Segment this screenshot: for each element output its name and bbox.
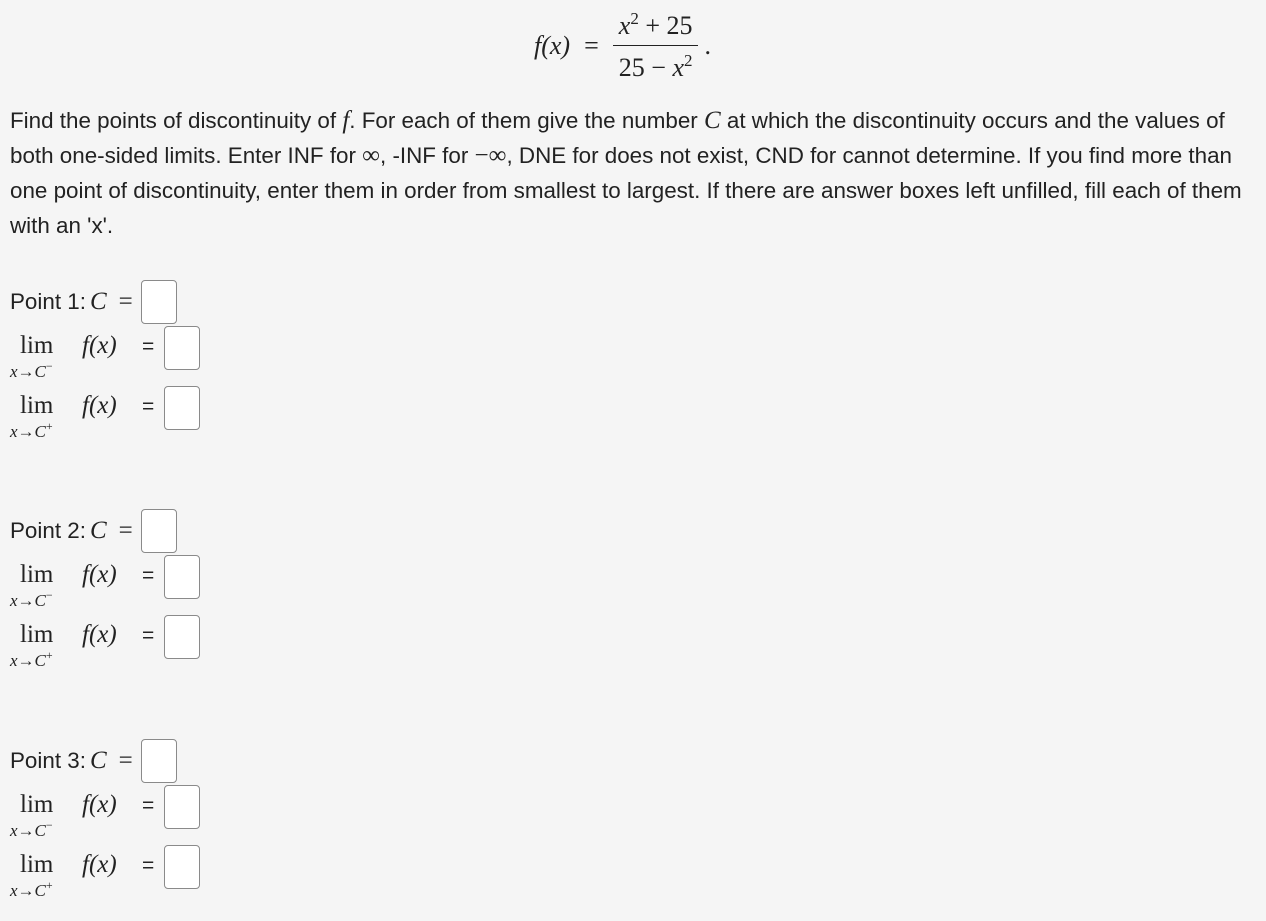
numerator-exponent: 2 <box>630 8 639 28</box>
lim-subscript-text: x→C <box>10 651 46 670</box>
point-1-c-row <box>10 278 177 326</box>
lim-word: lim <box>20 791 54 818</box>
equals-sign: = <box>142 564 155 587</box>
point-3-left-limit-row <box>10 785 177 845</box>
instructions-c-symbol: C <box>703 107 721 134</box>
point-2-left-limit-input[interactable] <box>164 555 200 599</box>
lim-subscript <box>10 648 53 671</box>
lim-word: lim <box>20 851 54 878</box>
instructions-part: . For each of them give the number <box>349 108 704 133</box>
fx-label: f(x) <box>82 561 117 588</box>
instructions-part: at which the discontinuity occurs and the values of both one-sided limits. Enter INF for <box>10 108 1225 168</box>
point-3-c-equals: = <box>118 747 133 774</box>
lim-subscript <box>10 359 53 382</box>
point-2-block <box>10 507 177 675</box>
instructions-f-symbol: f <box>342 107 350 134</box>
formula-equals: = <box>584 31 599 60</box>
point-1-label: Point 1: <box>10 289 86 314</box>
left-limit-notation <box>10 555 80 615</box>
equals-sign: = <box>142 335 155 358</box>
fx-label: f(x) <box>82 392 117 419</box>
lim-word: lim <box>20 392 54 419</box>
fx-label: f(x) <box>82 332 117 359</box>
point-2-c-row <box>10 507 177 555</box>
equals-sign: = <box>142 854 155 877</box>
lim-subscript <box>10 878 53 901</box>
point-1-left-limit-input[interactable] <box>164 326 200 370</box>
lim-word: lim <box>20 561 54 588</box>
function-definition <box>534 6 711 86</box>
lim-plus-sign: + <box>45 419 53 433</box>
lim-subscript-text: x→C <box>10 821 46 840</box>
point-1-c-symbol: C <box>89 288 107 315</box>
point-3-left-limit-input[interactable] <box>164 785 200 829</box>
formula-fraction <box>613 10 699 83</box>
point-2-label: Point 2: <box>10 518 86 543</box>
point-1-right-limit-input[interactable] <box>164 386 200 430</box>
instructions-text <box>10 103 1260 243</box>
point-1-left-limit-row <box>10 326 177 386</box>
lim-word: lim <box>20 332 54 359</box>
lim-subscript-text: x→C <box>10 881 46 900</box>
lim-subscript-text: x→C <box>10 591 46 610</box>
lim-minus-sign: − <box>45 359 53 373</box>
left-limit-notation <box>10 785 80 845</box>
lim-subscript <box>10 419 53 442</box>
point-2-c-equals: = <box>118 517 133 544</box>
formula-lhs: f(x) <box>534 31 571 60</box>
lim-plus-sign: + <box>45 878 53 892</box>
lim-subscript-text: x→C <box>10 362 46 381</box>
neg-infinity-symbol: −∞ <box>474 142 507 169</box>
right-limit-notation <box>10 845 80 905</box>
point-3-right-limit-input[interactable] <box>164 845 200 889</box>
instructions-part: , DNE for does not exist, CND for cannot determine. If you find more than one point of discontinuity, enter them in order from smallest to largest. If there are answer boxes left unfilled, fill each of them with an 'x'. <box>10 143 1242 238</box>
formula-denominator <box>613 46 699 83</box>
lim-minus-sign: − <box>45 588 53 602</box>
denominator-constant: 25 − <box>618 52 673 82</box>
point-3-right-limit-row <box>10 845 177 905</box>
lim-plus-sign: + <box>45 648 53 662</box>
fx-label: f(x) <box>82 791 117 818</box>
denominator-x: x <box>672 52 684 82</box>
point-1-c-input[interactable] <box>141 280 177 324</box>
point-3-label: Point 3: <box>10 748 86 773</box>
point-2-right-limit-row <box>10 615 177 675</box>
point-2-right-limit-input[interactable] <box>164 615 200 659</box>
lim-subscript <box>10 588 53 611</box>
point-3-block <box>10 737 177 905</box>
denominator-exponent: 2 <box>683 50 693 70</box>
point-3-c-symbol: C <box>89 747 107 774</box>
point-2-c-input[interactable] <box>141 509 177 553</box>
point-1-c-equals: = <box>118 288 133 315</box>
point-1-block <box>10 278 177 446</box>
fx-label: f(x) <box>82 621 117 648</box>
equals-sign: = <box>142 624 155 647</box>
infinity-symbol: ∞ <box>362 142 380 169</box>
equals-sign: = <box>142 794 155 817</box>
instructions-part: Find the points of discontinuity of <box>10 108 343 133</box>
point-2-left-limit-row <box>10 555 177 615</box>
right-limit-notation <box>10 386 80 446</box>
fx-label: f(x) <box>82 851 117 878</box>
point-2-c-symbol: C <box>89 517 107 544</box>
formula-period: . <box>704 31 711 60</box>
numerator-x: x <box>618 10 631 40</box>
numerator-constant: + 25 <box>638 10 693 40</box>
left-limit-notation <box>10 326 80 386</box>
equals-sign: = <box>142 395 155 418</box>
instructions-part: , -INF for <box>380 143 475 168</box>
point-3-c-row <box>10 737 177 785</box>
right-limit-notation <box>10 615 80 675</box>
lim-minus-sign: − <box>45 818 53 832</box>
lim-subscript <box>10 818 53 841</box>
formula-numerator <box>613 10 699 45</box>
point-3-c-input[interactable] <box>141 739 177 783</box>
lim-subscript-text: x→C <box>10 422 46 441</box>
lim-word: lim <box>20 621 54 648</box>
point-1-right-limit-row <box>10 386 177 446</box>
